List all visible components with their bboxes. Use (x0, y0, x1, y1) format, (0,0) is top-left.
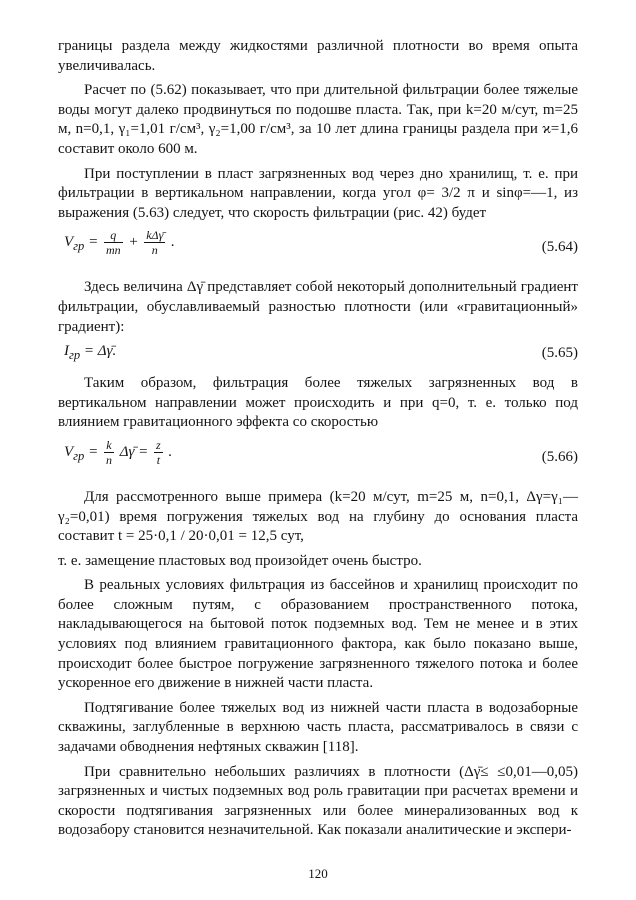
paragraph: Для рассмотренного выше примера (k=20 м/сут, m=25 м, n=0,1, Δγ=γ₁—γ₂=0,01) время погружения тяжелых вод на глубину до основания пласта составит t = 25·0,1 / 20·0,01 = 12,5 сут, (58, 488, 578, 545)
paragraph: При поступлении в пласт загрязненных вод через дно хранилищ, т. е. при фильтрации в вертикальном направлении, когда угол φ= 3/2 π и sinφ=—1, из выражения (5.63) следует, что скорость фильтрации (рис. 42) будет (58, 165, 578, 221)
formula-5-65 (58, 342, 578, 368)
paragraph: т. е. замещение пластовых вод произойдет очень быстро. (58, 552, 422, 569)
text-column (58, 37, 578, 846)
paragraph: Таким образом, фильтрация более тяжелых загрязненных вод в вертикальном направлении может происходить и при q=0, т. е. только под влиянием гравитационного эффекта со скоростью (58, 375, 578, 431)
paragraph: Здесь величина Δγ̄ представляет собой некоторый дополнительный градиент фильтрации, обуславливаемый разностью плотности (или «гравитационный» градиент): (58, 279, 578, 335)
formula-number: (5.66) (541, 448, 578, 465)
paragraph: При сравнительно небольших различиях в плотности (Δγ̄≤ ≤0,01—0,05) загрязненных и чистых подземных вод роль гравитации при расчетах времени и скорости подтягивания загрязненных или более минерализованных вод к водозабору становится незначительной. Как показали аналитические и экспери- (58, 763, 578, 839)
formula-expression: $V_{гр}$ = $\frac{k}{n}$ Δγ̄ = $\frac{z}{t}$ . (64, 437, 173, 467)
formula-number: (5.64) (541, 239, 578, 256)
paragraph: границы раздела между жидкостями различной плотности во время опыта увеличивалась. (58, 38, 578, 74)
formula-expression: $I_{гр}$ = Δγ̄. (64, 343, 117, 363)
paragraph: Расчет по (5.62) показывает, что при длительной фильтрации более тяжелые воды могут далеко продвинуться по подошве пласта. Так, при k=20 м/сут, m=25 м, n=0,1, γ₁=1,01 г/см³, γ₂=1,00 г/см³, за 10 лет длина границы раздела при ϰ=1,6 составит около 600 м. (58, 82, 578, 157)
formula-5-66 (58, 438, 578, 482)
formula-expression: $V_{гр}$ = $\frac{q}{mn}$ + $\frac{\text{kΔγ̄}}{n}$ . (64, 228, 175, 258)
paragraph: Подтягивание более тяжелых вод из нижней части пласта в водозаборные скважины, заглубленные в верхнюю часть пласта, рассматривалось в связи с задачами обводнения нефтяных скважин [118]. (58, 699, 578, 756)
formula-number: (5.65) (541, 345, 578, 362)
formula-5-64 (58, 228, 578, 272)
page-number: 120 (308, 866, 328, 881)
paragraph: В реальных условиях фильтрация из бассейнов и хранилищ происходит по более сложным путям, с образованием пространственного потока, накладывающегося на бытовой поток подземных вод. Тем не менее и в этих условиях под влиянием гравитационного фактора, как было показано выше, происходит более быстрое погружение загрязненного тяжелого потока и более ускоренное его движение в нижней части пласта. (58, 577, 578, 692)
